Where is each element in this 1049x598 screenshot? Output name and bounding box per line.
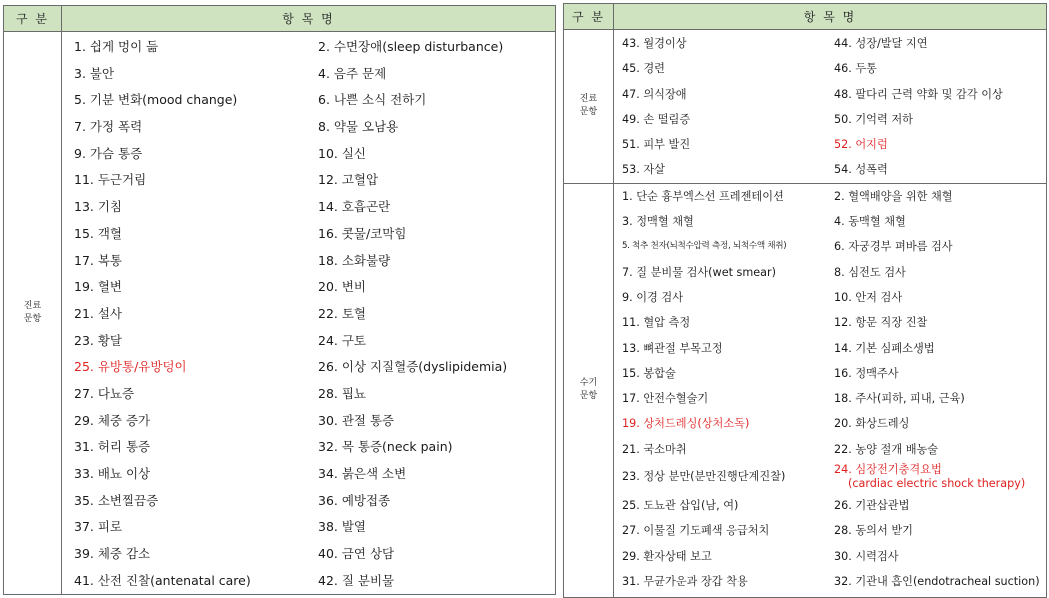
item-text: 22. 토혈	[318, 305, 367, 321]
list-item	[74, 61, 318, 88]
list-item	[622, 493, 834, 518]
item-text: 35. 소변찔끔증	[74, 492, 159, 508]
item-text: 20. 변비	[318, 279, 367, 295]
item-text: 33. 배뇨 이상	[74, 466, 151, 481]
item-text: 4. 동맥혈 채혈	[834, 215, 906, 229]
list-item	[74, 541, 318, 568]
item-text: 27. 이물질 기도폐색 응급처치	[622, 524, 770, 538]
list-item	[834, 31, 1047, 56]
item-text: 5. 척추 천자(뇌척수압력 측정, 뇌척수액 채취)	[622, 241, 787, 252]
list-item	[74, 408, 318, 435]
item-grid	[62, 32, 555, 594]
item-text: 40. 금연 상담	[318, 546, 395, 562]
item-text: 19. 혈변	[74, 279, 123, 295]
header-items: 항 목 명	[614, 4, 1047, 30]
item-text: 23. 정상 분만(분만진행단계진찰)	[622, 470, 786, 484]
list-item	[74, 248, 318, 275]
item-text: 31. 허리 통증	[74, 439, 151, 455]
header-row	[564, 4, 1047, 30]
list-item	[74, 381, 318, 408]
list-item	[74, 141, 318, 168]
list-item	[318, 221, 554, 248]
item-text: 21. 국소마취	[622, 442, 687, 456]
item-text: 30. 시력검사	[834, 549, 899, 563]
category-label: 진료 문항	[579, 94, 598, 118]
item-text-line2: (cardiac electric shock therapy)	[848, 477, 1026, 491]
item-text: 36. 예방접종	[318, 492, 391, 508]
list-item	[318, 488, 554, 515]
list-item	[74, 221, 318, 248]
list-item	[318, 34, 554, 61]
item-text: 25. 도뇨관 삽입(남, 여)	[622, 499, 739, 513]
list-item	[834, 493, 1047, 518]
list-item	[622, 544, 834, 569]
category-cell	[564, 183, 614, 597]
item-text: 28. 동의서 받기	[834, 524, 913, 538]
list-item	[834, 82, 1047, 107]
list-item	[74, 274, 318, 301]
list-item	[834, 107, 1047, 132]
list-item	[318, 167, 554, 194]
header-row	[4, 6, 556, 32]
item-text: 45. 경련	[622, 62, 665, 76]
list-item	[318, 541, 554, 568]
list-item	[622, 336, 834, 361]
list-item	[622, 310, 834, 335]
list-item	[622, 107, 834, 132]
category-cell	[4, 32, 62, 595]
item-grid	[614, 30, 1046, 183]
category-cell	[564, 30, 614, 184]
list-item	[622, 184, 834, 209]
list-item	[318, 514, 554, 541]
list-item	[834, 310, 1047, 335]
item-text: 27. 다뇨증	[74, 385, 135, 401]
item-text: 37. 피로	[74, 519, 123, 535]
list-item	[834, 544, 1047, 569]
list-item	[622, 285, 834, 310]
item-text: 3. 정맥혈 채혈	[622, 215, 694, 229]
list-item	[74, 87, 318, 114]
category-label: 수기 문항	[579, 378, 598, 402]
list-item	[318, 114, 554, 141]
item-text: 54. 성폭력	[834, 163, 888, 177]
item-text: 24. 구토	[318, 332, 367, 348]
list-item	[318, 301, 554, 328]
item-text: 11. 두근거림	[74, 172, 147, 188]
item-text: 49. 손 떨림증	[622, 112, 691, 126]
item-text: 48. 팔다리 근력 약화 및 감각 이상	[834, 87, 1003, 101]
list-item	[318, 328, 554, 355]
item-text: 47. 의식장애	[622, 87, 687, 101]
item-text: 17. 복통	[74, 252, 123, 268]
list-item	[622, 569, 834, 594]
list-item	[622, 437, 834, 462]
item-text: 42. 질 분비물	[318, 572, 395, 588]
item-text: 18. 소화불량	[318, 252, 391, 268]
list-item	[74, 354, 318, 381]
item-grid	[614, 184, 1046, 594]
item-text: 12. 고혈압	[318, 172, 379, 188]
list-item	[318, 381, 554, 408]
item-text: 29. 체중 증가	[74, 412, 151, 428]
list-item	[74, 434, 318, 461]
list-item	[622, 462, 834, 492]
items-cell	[614, 30, 1047, 184]
item-text: 7. 가정 폭력	[74, 119, 143, 135]
item-text: 31. 무균가운과 장갑 착용	[622, 574, 748, 588]
item-text: 9. 이경 검사	[622, 290, 684, 304]
item-text: 53. 자살	[622, 163, 665, 177]
item-text: 26. 이상 지질혈증(dyslipidemia)	[318, 359, 508, 375]
item-text: 39. 체중 감소	[74, 546, 151, 562]
item-text: 26. 기관삽관법	[834, 499, 910, 513]
list-item	[74, 461, 318, 488]
header-category: 구 분	[564, 4, 614, 30]
item-text: 32. 목 통증(neck pain)	[318, 439, 453, 455]
category-label: 진료 문항	[23, 301, 42, 325]
list-item	[622, 132, 834, 157]
list-item	[318, 354, 554, 381]
item-text: 46. 두통	[834, 62, 877, 76]
list-item	[834, 184, 1047, 209]
list-item	[834, 569, 1047, 594]
list-item	[834, 234, 1047, 259]
list-item	[834, 209, 1047, 234]
item-text: 50. 기억력 저하	[834, 112, 913, 126]
list-item	[834, 56, 1047, 81]
item-text: 13. 뼈관절 부목고정	[622, 341, 723, 355]
item-text: 24. 심장전기충격요법	[834, 463, 942, 477]
item-text: 28. 핍뇨	[318, 385, 367, 401]
item-text: 29. 환자상태 보고	[622, 549, 712, 563]
list-item	[834, 386, 1047, 411]
list-item	[622, 209, 834, 234]
items-cell	[62, 32, 556, 595]
item-text: 12. 항문 직장 진찰	[834, 316, 928, 330]
item-text: 10. 안저 검사	[834, 290, 903, 304]
list-item	[318, 194, 554, 221]
item-text: 8. 약물 오남용	[318, 119, 399, 135]
item-text: 44. 성장/발달 지연	[834, 37, 928, 50]
list-item	[74, 194, 318, 221]
list-item	[622, 234, 834, 259]
item-text: 25. 유방통/유방덩이	[74, 359, 187, 375]
item-text: 10. 실신	[318, 145, 367, 161]
item-text: 18. 주사(피하, 피내, 근육)	[834, 392, 965, 406]
list-item	[834, 157, 1047, 182]
list-item	[622, 518, 834, 543]
item-text: 14. 호흡곤란	[318, 199, 391, 215]
item-text: 19. 상처드레싱(상처소독)	[622, 417, 750, 431]
list-item	[622, 361, 834, 386]
item-text: 32. 기관내 흡인(endotracheal suction)	[834, 574, 1040, 588]
list-item	[622, 157, 834, 182]
item-text: 52. 어지럼	[834, 138, 888, 152]
list-item	[318, 61, 554, 88]
right-table	[563, 3, 1047, 598]
list-item	[318, 461, 554, 488]
item-text: 17. 안전수혈술기	[622, 392, 709, 406]
header-category: 구 분	[4, 6, 62, 32]
item-text: 1. 쉽게 멍이 듦	[74, 39, 159, 54]
list-item	[74, 328, 318, 355]
list-item	[834, 518, 1047, 543]
list-item	[318, 141, 554, 168]
item-text: 30. 관절 통증	[318, 412, 395, 428]
list-item	[622, 56, 834, 81]
list-item	[622, 386, 834, 411]
item-text: 7. 질 분비물 검사(wet smear)	[622, 265, 776, 279]
item-text: 34. 붉은색 소변	[318, 466, 407, 481]
item-text: 15. 봉합술	[622, 366, 676, 380]
item-text: 9. 가슴 통증	[74, 145, 143, 161]
list-item	[834, 260, 1047, 285]
list-item	[74, 488, 318, 515]
list-item	[834, 361, 1047, 386]
item-text: 43. 월경이상	[622, 37, 687, 50]
item-text: 3. 불안	[74, 65, 115, 81]
list-item	[622, 31, 834, 56]
item-text: 1. 단순 흉부엑스선 프레젠테이션	[622, 189, 784, 203]
item-text: 4. 음주 문제	[318, 65, 387, 81]
list-item	[74, 301, 318, 328]
item-text: 6. 자궁경부 펴바름 검사	[834, 240, 953, 254]
item-text: 21. 설사	[74, 305, 123, 321]
list-item	[74, 167, 318, 194]
list-item	[74, 114, 318, 141]
list-item	[318, 434, 554, 461]
list-item	[318, 568, 554, 595]
list-item	[834, 411, 1047, 436]
left-table	[3, 5, 556, 595]
item-text: 16. 콧물/코막힘	[318, 225, 407, 241]
list-item	[622, 411, 834, 436]
list-item	[74, 34, 318, 61]
item-text: 20. 화상드레싱	[834, 417, 910, 431]
item-text: 41. 산전 진찰(antenatal care)	[74, 572, 251, 588]
item-text: 13. 기침	[74, 199, 123, 215]
item-text: 11. 혈압 측정	[622, 316, 691, 330]
item-text: 2. 수면장애(sleep disturbance)	[318, 39, 504, 54]
header-items: 항 목 명	[62, 6, 556, 32]
item-text: 51. 피부 발진	[622, 138, 691, 152]
item-text: 23. 황달	[74, 332, 123, 348]
list-item	[834, 132, 1047, 157]
list-item	[318, 87, 554, 114]
item-text: 38. 발열	[318, 519, 367, 535]
item-text: 6. 나쁜 소식 전하기	[318, 92, 427, 108]
list-item	[74, 514, 318, 541]
item-text: 16. 정맥주사	[834, 366, 899, 380]
item-text: 8. 심전도 검사	[834, 265, 906, 279]
list-item	[834, 336, 1047, 361]
list-item	[318, 274, 554, 301]
list-item	[834, 437, 1047, 462]
list-item	[318, 408, 554, 435]
list-item	[834, 285, 1047, 310]
item-text: 5. 기분 변화(mood change)	[74, 92, 238, 108]
item-text: 22. 농양 절개 배농술	[834, 442, 939, 456]
item-text: 2. 혈액배양을 위한 채혈	[834, 189, 953, 203]
list-item	[318, 248, 554, 275]
list-item	[622, 260, 834, 285]
item-text: 15. 객혈	[74, 225, 123, 241]
list-item	[834, 462, 1047, 493]
list-item	[622, 82, 834, 107]
item-text: 14. 기본 심폐소생법	[834, 341, 935, 355]
items-cell	[614, 183, 1047, 597]
list-item	[74, 568, 318, 595]
